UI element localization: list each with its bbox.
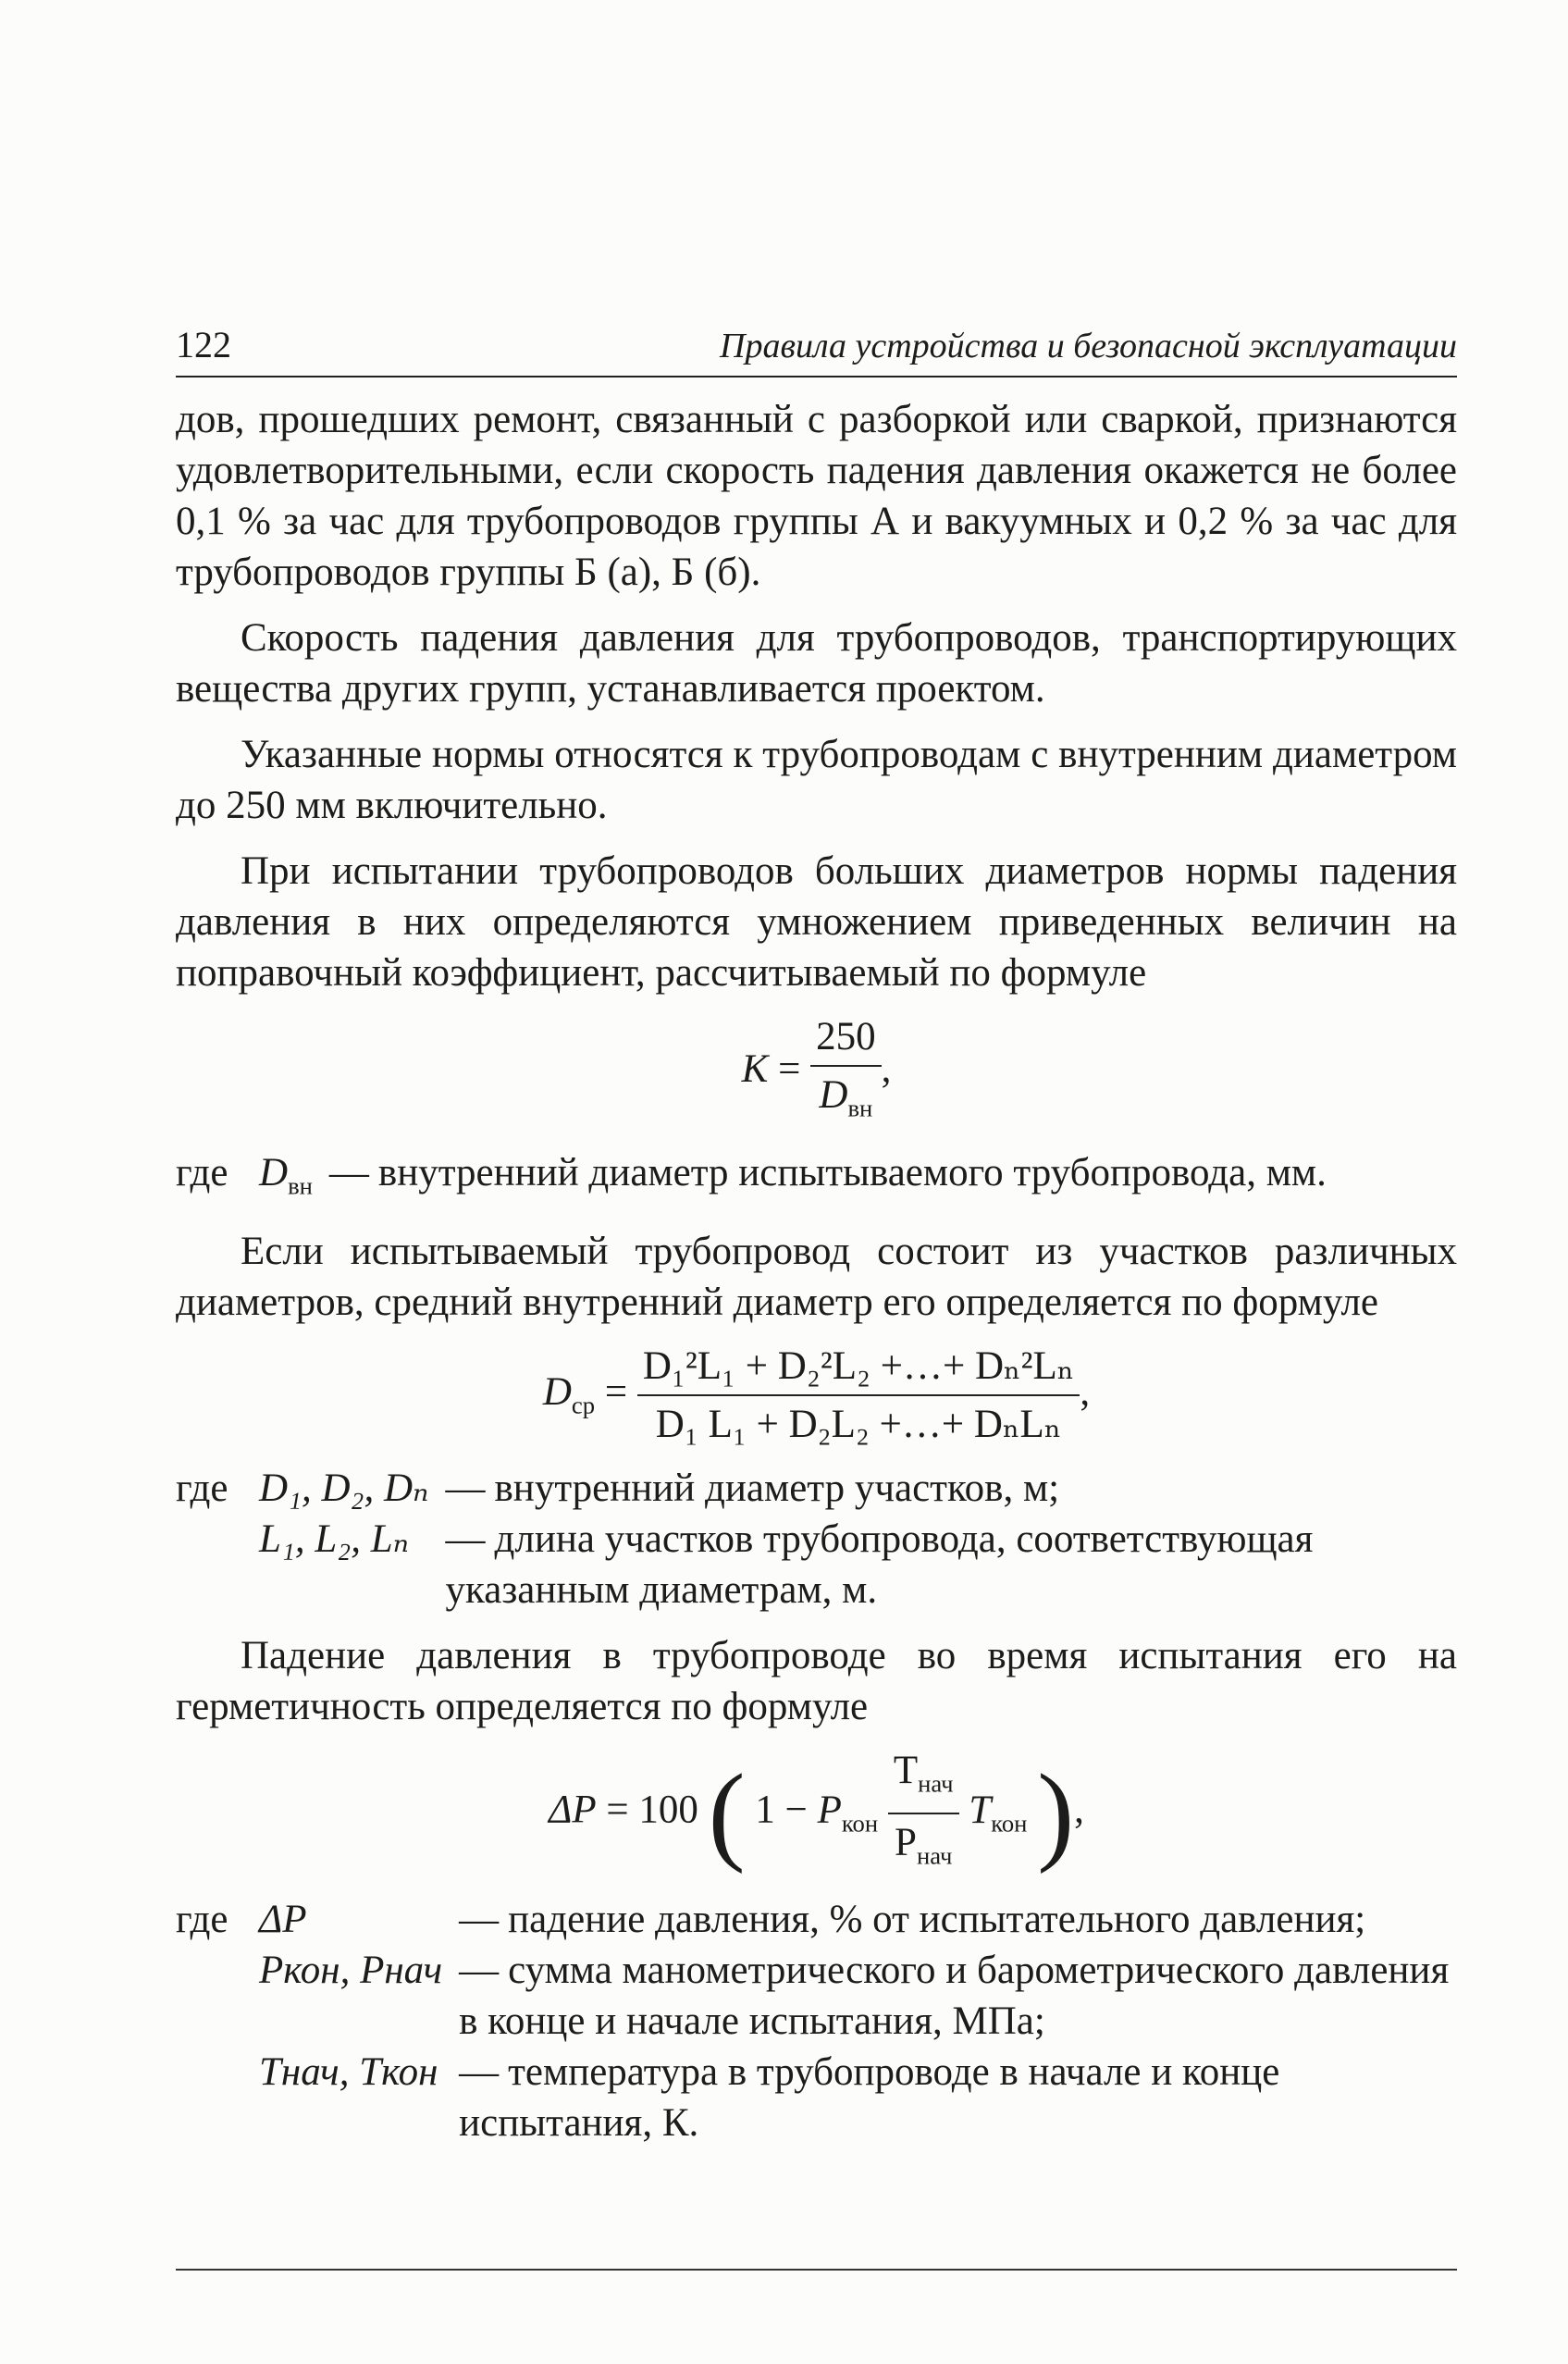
formula-dcp-lhs: $D_{ср}$: [542, 1370, 596, 1419]
formula-dp: [176, 1745, 1457, 1881]
formula-k-fraction: [810, 1011, 882, 1134]
formula-dp-numerator: $T_{нач}$: [893, 1749, 954, 1798]
formula-dp-eq: = 100: [606, 1788, 698, 1832]
page-header: [176, 319, 1457, 377]
formula-dcp-tail: ,: [1080, 1370, 1091, 1415]
legend-dcp: [176, 1463, 1457, 1615]
formula-dp-fraction: [888, 1745, 959, 1881]
legend-dp-symbol-1: где ΔP: [176, 1898, 307, 1942]
legend-dcp-definition-2: — длина участков трубопровода, соответствующая указанным диаметрам, м.: [445, 1517, 1314, 1613]
legend-dp-definition-1: — падение давления, % от испытательного давления;: [459, 1898, 1366, 1942]
formula-k-tail: ,: [881, 1047, 892, 1092]
legend-dp-definition-2: — сумма манометрического и барометрического давления в конце и начале испытания, МПа;: [459, 1949, 1450, 2044]
formula-dp-pkon: $P_{кон}$: [817, 1788, 879, 1838]
formula-k-lhs: K: [741, 1047, 769, 1092]
legend-dcp-symbol-1: где D₁, D₂, Dₙ: [176, 1467, 429, 1511]
formula-dp-left-paren: (: [708, 1751, 746, 1875]
running-title: Правила устройства и безопасной эксплуатации: [720, 327, 1457, 365]
legend-dp-definition-3: — температура в трубопроводе в начале и конце испытания, К.: [459, 2050, 1280, 2146]
legend-dcp-definition-1: — внутренний диаметр участков, м;: [445, 1467, 1060, 1511]
formula-k-denominator: $D_{вн}$: [810, 1065, 882, 1134]
formula-dp-tail: ,: [1074, 1788, 1084, 1832]
formula-dp-one: 1 −: [755, 1788, 808, 1832]
formula-dp-right-paren: ): [1037, 1751, 1075, 1875]
paragraph-6: Падение давления в трубопроводе во время испытания его на герметичность определяется по формуле: [176, 1634, 1457, 1729]
legend-k-definition: — внутренний диаметр испытываемого трубопровода, мм.: [328, 1150, 1327, 1194]
formula-k-numerator: 250: [816, 1015, 876, 1058]
formula-dp-tkon: $T_{кон}$: [969, 1788, 1028, 1838]
legend-k-symbol: где $D_{вн}$: [176, 1150, 313, 1200]
formula-dcp-numerator: D₁²L₁ + D₂²L₂ +…+ Dₙ²Lₙ: [642, 1344, 1075, 1389]
legend-dcp-symbol-2: L₁, L₂, Lₙ: [259, 1517, 410, 1562]
page-number: 122: [176, 324, 231, 365]
legend-dp: [176, 1894, 1457, 2148]
formula-dp-lhs: ΔP: [549, 1788, 597, 1832]
paragraph-4: При испытании трубопроводов больших диаметров нормы падения давления в них определяются умножением приведенных величин на поправочный коэффициент, рассчитываемый по формуле: [176, 849, 1457, 995]
page-body: [176, 319, 1457, 2148]
formula-dp-denominator: $P_{нач}$: [888, 1813, 959, 1882]
paragraph-3: Указанные нормы относятся к трубопроводам с внутренним диаметром до 250 мм включительно.: [176, 733, 1457, 827]
paragraph-5: Если испытываемый трубопровод состоит из участков различных диаметров, средний внутренний диаметр его определяется по формуле: [176, 1230, 1457, 1325]
formula-dcp-denominator: D₁ L₁ + D₂L₂ +…+ DₙLₙ: [637, 1394, 1080, 1450]
footer-rule: [176, 2269, 1457, 2271]
legend-k: [176, 1147, 1457, 1212]
formula-dcp-fraction: [637, 1341, 1080, 1450]
legend-dp-symbol-3: Tнач, Tкон: [259, 2050, 438, 2095]
paragraph-2: Скорость падения давления для трубопроводов, транспортирующих вещества других групп, устанавливается проектом.: [176, 616, 1457, 711]
legend-dp-symbol-2: Pкон, Pнач: [259, 1949, 443, 1993]
paragraph-1: дов, прошедших ремонт, связанный с разборкой или сваркой, признаются удовлетворительными, если скорость падения давления окажется не более 0,1 % за час для трубопроводов группы А и вакуумных и 0,2 % за час для трубопроводов группы Б (а), Б (б).: [176, 398, 1457, 594]
formula-k-eq: =: [778, 1047, 801, 1092]
formula-k: [176, 1011, 1457, 1134]
formula-dcp: [176, 1341, 1457, 1450]
formula-dcp-eq: =: [604, 1370, 628, 1415]
